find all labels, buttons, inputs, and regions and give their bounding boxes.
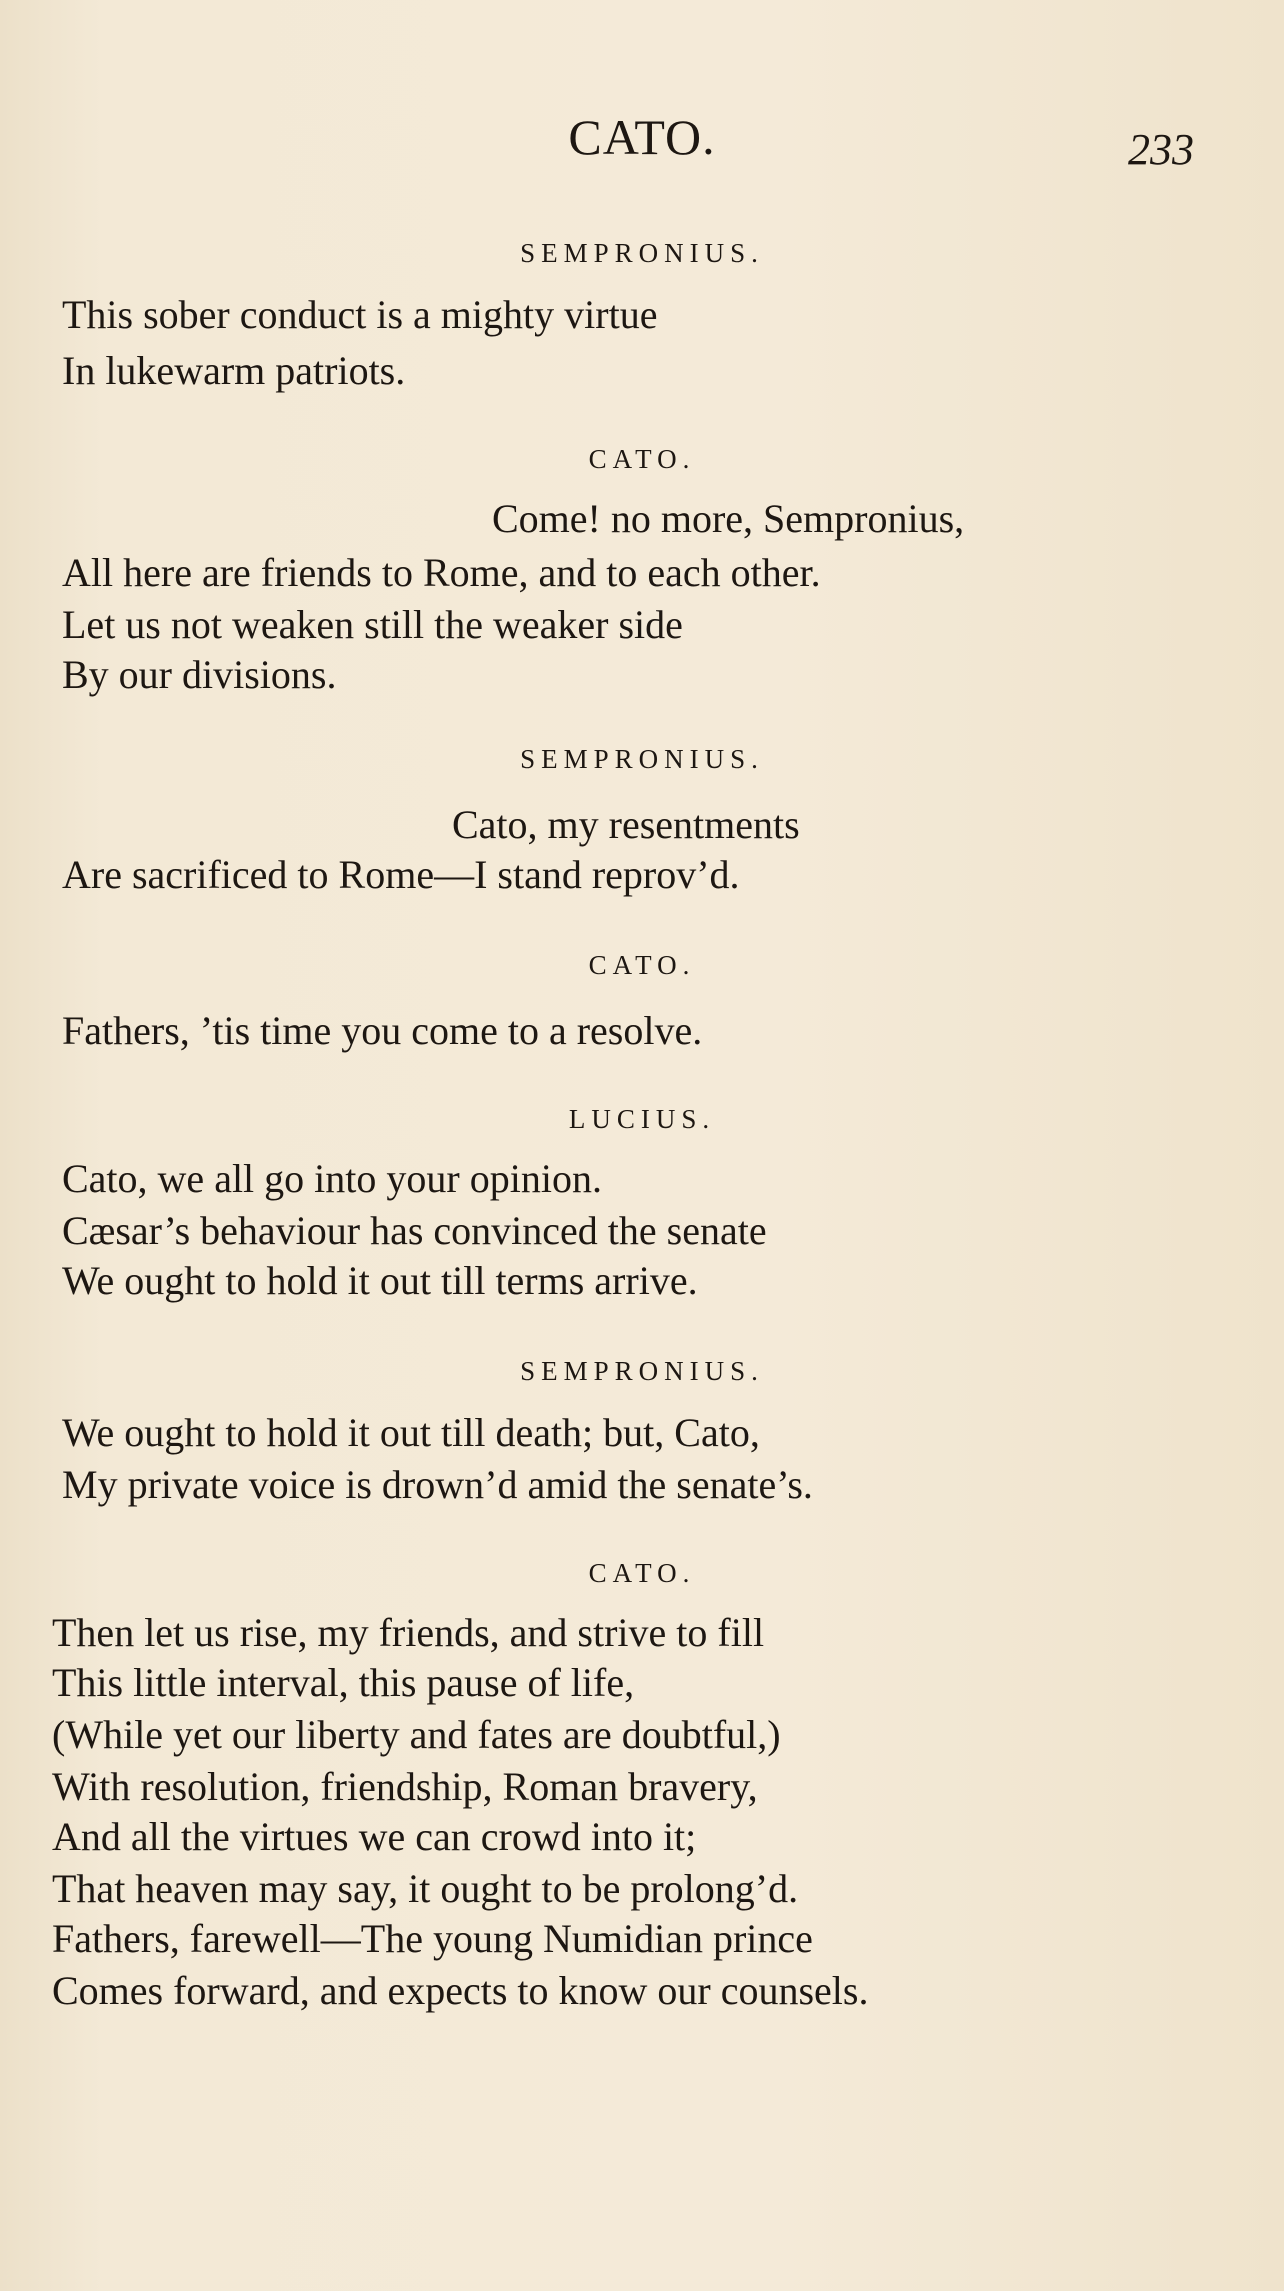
running-title: CATO. (568, 109, 716, 165)
speaker-heading: SEMPRONIUS. (520, 744, 764, 774)
verse-line: Fathers, farewell—The young Numidian prince (52, 1916, 813, 1961)
verse-line: Fathers, ’tis time you come to a resolve. (62, 1008, 703, 1053)
speaker-heading: CATO. (588, 444, 696, 474)
verse-line: By our divisions. (62, 652, 337, 697)
page-number: 233 (1128, 125, 1194, 174)
verse-line: This little interval, this pause of life, (52, 1660, 635, 1705)
verse-line: That heaven may say, it ought to be prolong’d. (52, 1866, 799, 1911)
verse-line: Let us not weaken still the weaker side (62, 602, 683, 647)
speaker-heading: CATO. (588, 950, 696, 980)
verse-line: Cato, my resentments (452, 802, 800, 847)
verse-line: (While yet our liberty and fates are doubtful,) (52, 1712, 781, 1757)
speaker-heading: SEMPRONIUS. (520, 238, 764, 268)
verse-line: In lukewarm patriots. (62, 348, 406, 393)
verse-line: Are sacrificed to Rome—I stand reprov’d. (62, 852, 740, 897)
verse-line: With resolution, friendship, Roman bravery, (52, 1764, 758, 1809)
verse-line: All here are friends to Rome, and to each other. (62, 550, 821, 595)
verse-line: Come! no more, Sempronius, (492, 496, 965, 541)
speaker-heading: LUCIUS. (568, 1104, 716, 1134)
verse-line: My private voice is drown’d amid the senate’s. (62, 1462, 813, 1507)
verse-line: We ought to hold it out till death; but, Cato, (62, 1410, 760, 1455)
verse-line: Cæsar’s behaviour has convinced the senate (62, 1208, 767, 1253)
verse-line: Then let us rise, my friends, and strive to fill (52, 1610, 765, 1655)
verse-line: We ought to hold it out till terms arrive. (62, 1258, 698, 1303)
speaker-heading: SEMPRONIUS. (520, 1356, 764, 1386)
verse-line: Cato, we all go into your opinion. (62, 1156, 602, 1201)
verse-line: And all the virtues we can crowd into it; (52, 1814, 697, 1859)
verse-line: This sober conduct is a mighty virtue (62, 292, 658, 337)
verse-line: Comes forward, and expects to know our counsels. (52, 1968, 869, 2013)
speaker-heading: CATO. (588, 1558, 696, 1588)
